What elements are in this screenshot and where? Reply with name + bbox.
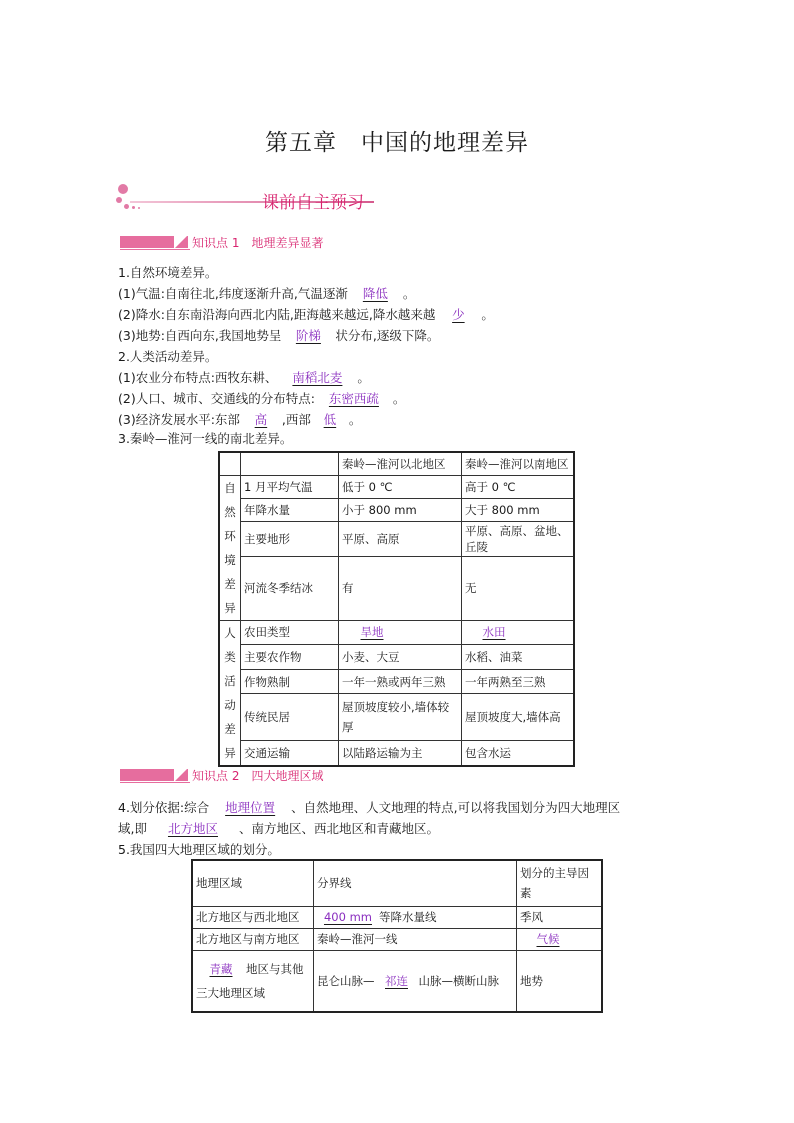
- answer-blank: 北方地区: [167, 821, 218, 836]
- table-cell: 秦岭—淮河一线: [314, 928, 517, 950]
- table-cell: 河流冬季结冰: [241, 556, 339, 620]
- knowledge-point-2-heading: [120, 766, 440, 786]
- table-cell: 低于 0 ℃: [339, 475, 462, 498]
- answer-blank: 阶梯: [295, 328, 321, 343]
- table-cell: 作物熟制: [241, 669, 339, 694]
- text: 山脉—横断山脉: [418, 973, 499, 988]
- answer-blank: 东密西疏: [328, 391, 379, 406]
- table-cell: 包含水运: [462, 741, 575, 766]
- text: 状分布,逐级下降。: [335, 328, 440, 343]
- table-cell: 农田类型: [241, 620, 339, 645]
- table-header-cell: 秦岭—淮河以南地区: [462, 452, 575, 475]
- table-cell: 一年两熟至三熟: [462, 669, 575, 694]
- table-cell: 地势: [517, 950, 603, 1012]
- kp-tab: [174, 235, 188, 249]
- text-line: [118, 286, 415, 302]
- answer-blank: 祁连: [385, 973, 408, 988]
- knowledge-point-1-heading: [120, 233, 440, 253]
- answer-blank: 低: [323, 412, 337, 427]
- table-cell: 交通运输: [241, 741, 339, 766]
- text: 等降水量线: [379, 910, 437, 924]
- table-cell: [314, 950, 517, 1012]
- table-cell: 主要农作物: [241, 645, 339, 670]
- qinling-huaihe-table: [218, 451, 575, 767]
- four-regions-table: [191, 859, 603, 1013]
- section-heading: [116, 182, 386, 216]
- table-header-cell: 分界线: [314, 860, 517, 906]
- text: 。: [357, 370, 370, 385]
- text-line: [118, 370, 370, 386]
- text-line: 2.人类活动差异。: [118, 349, 218, 364]
- answer-blank: 降低: [362, 286, 388, 301]
- table-cell: [462, 620, 575, 645]
- table-cell: 年降水量: [241, 498, 339, 521]
- table-cell: 屋顶坡度较小,墙体较厚: [339, 694, 462, 741]
- table-cell: 主要地形: [241, 522, 339, 557]
- answer-blank: 气候: [536, 932, 560, 946]
- row-group-label: 自然环境差异: [219, 475, 241, 620]
- table-header-cell: 地理区域: [192, 860, 314, 906]
- table-cell: 平原、高原: [339, 522, 462, 557]
- table-cell: 季风: [517, 906, 603, 928]
- text: 、自然地理、人文地理的特点,可以将我国划分为四大地理区: [291, 800, 621, 815]
- text-line: [118, 800, 620, 816]
- table-cell: [192, 950, 314, 1012]
- kp-underline: [120, 249, 190, 250]
- row-group-label: 人类活动差异: [219, 620, 241, 766]
- table-cell: 水稻、油菜: [462, 645, 575, 670]
- text-line: 1.自然环境差异。: [118, 265, 218, 280]
- table-cell: 大于 800 mm: [462, 498, 575, 521]
- text: 4.划分依据:综合: [118, 800, 210, 815]
- kp-underline: [120, 782, 190, 783]
- decor-dot: [132, 206, 135, 209]
- kp-label: 知识点 2 四大地理区域: [192, 769, 324, 783]
- table-cell: 一年一熟或两年三熟: [339, 669, 462, 694]
- text: 、南方地区、西北地区和青藏地区。: [238, 821, 439, 836]
- text: 地区与其他三大地理区域: [196, 961, 304, 1000]
- table-cell: 平原、高原、盆地、丘陵: [462, 522, 575, 557]
- table-cell: [241, 452, 339, 475]
- text: ,西部: [281, 412, 311, 427]
- answer-blank: 南稻北麦: [292, 370, 343, 385]
- kp-label: 知识点 1 地理差异显著: [192, 236, 324, 250]
- table-cell: 1 月平均气温: [241, 475, 339, 498]
- table-cell: 以陆路运输为主: [339, 741, 462, 766]
- text: (3)经济发展水平:东部: [118, 412, 240, 427]
- table-cell: 北方地区与南方地区: [192, 928, 314, 950]
- text-line: [118, 328, 439, 344]
- text: 。: [348, 412, 362, 427]
- table-cell: [517, 928, 603, 950]
- table-cell: 北方地区与西北地区: [192, 906, 314, 928]
- decor-dot: [138, 207, 140, 209]
- text-line: [118, 391, 405, 407]
- decor-dot: [124, 204, 129, 209]
- decor-dot: [116, 197, 122, 203]
- text-line: [118, 412, 361, 428]
- table-cell: 小麦、大豆: [339, 645, 462, 670]
- answer-blank: 地理位置: [225, 800, 276, 815]
- table-cell: 屋顶坡度大,墙体高: [462, 694, 575, 741]
- table-header-cell: 划分的主导因素: [517, 860, 603, 906]
- text: 。: [392, 391, 406, 406]
- text-line: 5.我国四大地理区域的划分。: [118, 842, 280, 857]
- table-header-cell: 秦岭—淮河以北地区: [339, 452, 462, 475]
- text: (2)降水:自东南沿海向西北内陆,距海越来越远,降水越来越: [118, 307, 436, 322]
- answer-blank: 水田: [482, 625, 506, 640]
- answer-blank: 400 mm: [323, 910, 372, 924]
- table-cell: 传统民居: [241, 694, 339, 741]
- kp-tab: [174, 768, 188, 782]
- answer-blank: 旱地: [360, 625, 384, 640]
- table-cell: 小于 800 mm: [339, 498, 462, 521]
- table-cell: [339, 620, 462, 645]
- text: (3)地势:自西向东,我国地势呈: [118, 328, 282, 343]
- text-line: 3.秦岭—淮河一线的南北差异。: [118, 431, 293, 446]
- section-heading-text: 课前自主预习: [262, 193, 364, 213]
- table-cell: 无: [462, 556, 575, 620]
- text: 。: [481, 307, 494, 322]
- text: (1)气温:自南往北,纬度逐渐升高,气温逐渐: [118, 286, 348, 301]
- table-cell: [314, 906, 517, 928]
- answer-blank: 少: [452, 307, 465, 322]
- answer-blank: 高: [254, 412, 268, 427]
- text: (2)人口、城市、交通线的分布特点:: [118, 391, 315, 406]
- text-line: [118, 821, 439, 837]
- table-cell: 高于 0 ℃: [462, 475, 575, 498]
- answer-blank: 青藏: [209, 961, 233, 976]
- table-cell: [219, 452, 241, 475]
- table-cell: 有: [339, 556, 462, 620]
- text-line: [118, 307, 494, 323]
- page-title: 第五章 中国的地理差异: [265, 130, 529, 156]
- text: 昆仑山脉—: [317, 973, 375, 988]
- text: 。: [402, 286, 416, 301]
- text: (1)农业分布特点:西牧东耕、: [118, 370, 278, 385]
- text: 域,即: [118, 821, 147, 836]
- decor-dot: [118, 184, 128, 194]
